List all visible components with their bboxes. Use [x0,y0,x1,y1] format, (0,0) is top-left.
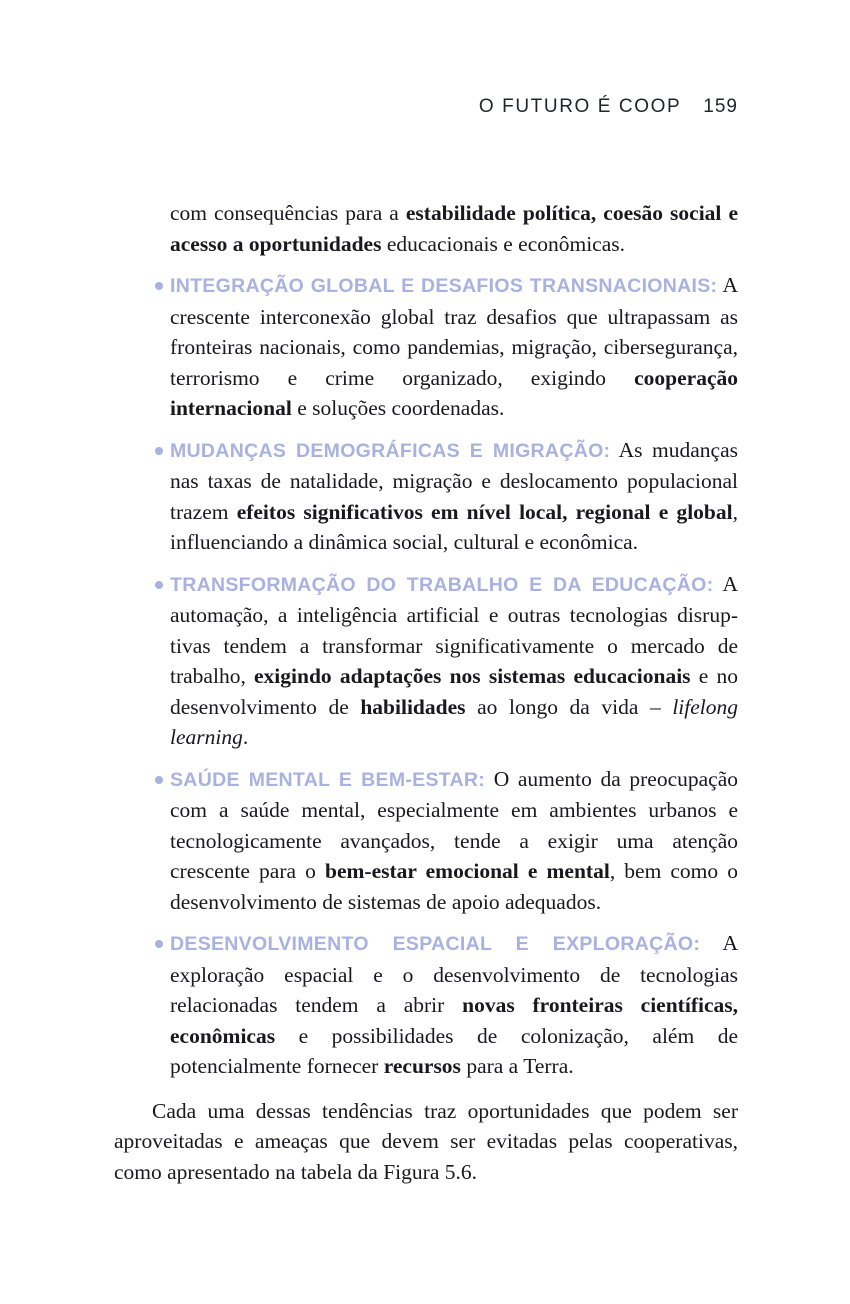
chapter-title: O FUTURO É COOP [478,96,682,117]
trend-body: A exploração espacial e o desenvolvimento de tecnologias relacionadas tendem a abrir novas fronteiras científicas, econômicas e possibilidades de colonização, além de potencialmente fornecer recursos para a Terra. [170,931,738,1078]
trend-list [114,270,738,1082]
list-item [114,435,738,558]
intro-paragraph: com consequências para a estabilidade política, coesão social e acesso a oportunidades educacionais e econômicas. [170,201,738,256]
trend-body: As mudanças nas taxas de natalidade, migração e deslocamento populacional trazem efeitos significativos em nível local, regional e global, influenciando a dinâmica social, cultural e econômica. [170,437,738,554]
trend-body: O aumento da preocupação com a saúde mental, especialmente em ambientes urbanos e tecnologicamente avançados, tende a exigir uma atenção crescente para o bem-estar emocional e mental, bem como o desenvolvimento de sistemas de apoio adequados. [170,766,739,914]
bullet-icon [155,940,163,948]
list-item [114,928,738,1082]
page-number: 159 [703,96,738,117]
trend-heading: TRANSFORMAÇÃO DO TRABALHO E DA EDUCAÇÃO: [170,573,714,596]
bullet-icon [155,776,163,784]
trend-heading: INTEGRAÇÃO GLOBAL E DESAFIOS TRANSNACIONAIS: [170,275,718,297]
closing-paragraph: Cada uma dessas tendências traz oportunidades que podem ser aproveitadas e ameaças que devem ser evitadas pelas cooperativas, como apresentado na tabela da Figura 5.6. [114,1098,738,1184]
trend-heading: MUDANÇAS DEMOGRÁFICAS E MIGRAÇÃO: [170,439,611,462]
trend-body: A crescente interconexão global traz desafios que ultrapassam as fronteiras nacionais, como pandemias, migração, cibersegurança, terrorismo e crime organizado, exigindo cooperação internacional e soluções coordenadas. [170,273,738,420]
running-head [114,96,738,118]
trend-body: A automação, a inteligência artificial e outras tecnologias disruptivas tendem a transformar significativamente o mercado de trabalho, exigindo adaptações nos sistemas educacionais e no desenvolvimento de habilidades ao longo da vida – lifelong learning. [170,571,738,749]
list-item [114,569,738,753]
list-item [114,270,738,424]
trend-heading: DESENVOLVIMENTO ESPACIAL E EXPLORAÇÃO: [170,933,701,955]
list-item [114,764,738,918]
page-body [114,198,738,1187]
bullet-icon [155,282,163,290]
trend-heading: SAÚDE MENTAL E BEM-ESTAR: [170,768,486,791]
bullet-icon [155,581,163,589]
bullet-icon [155,447,163,455]
